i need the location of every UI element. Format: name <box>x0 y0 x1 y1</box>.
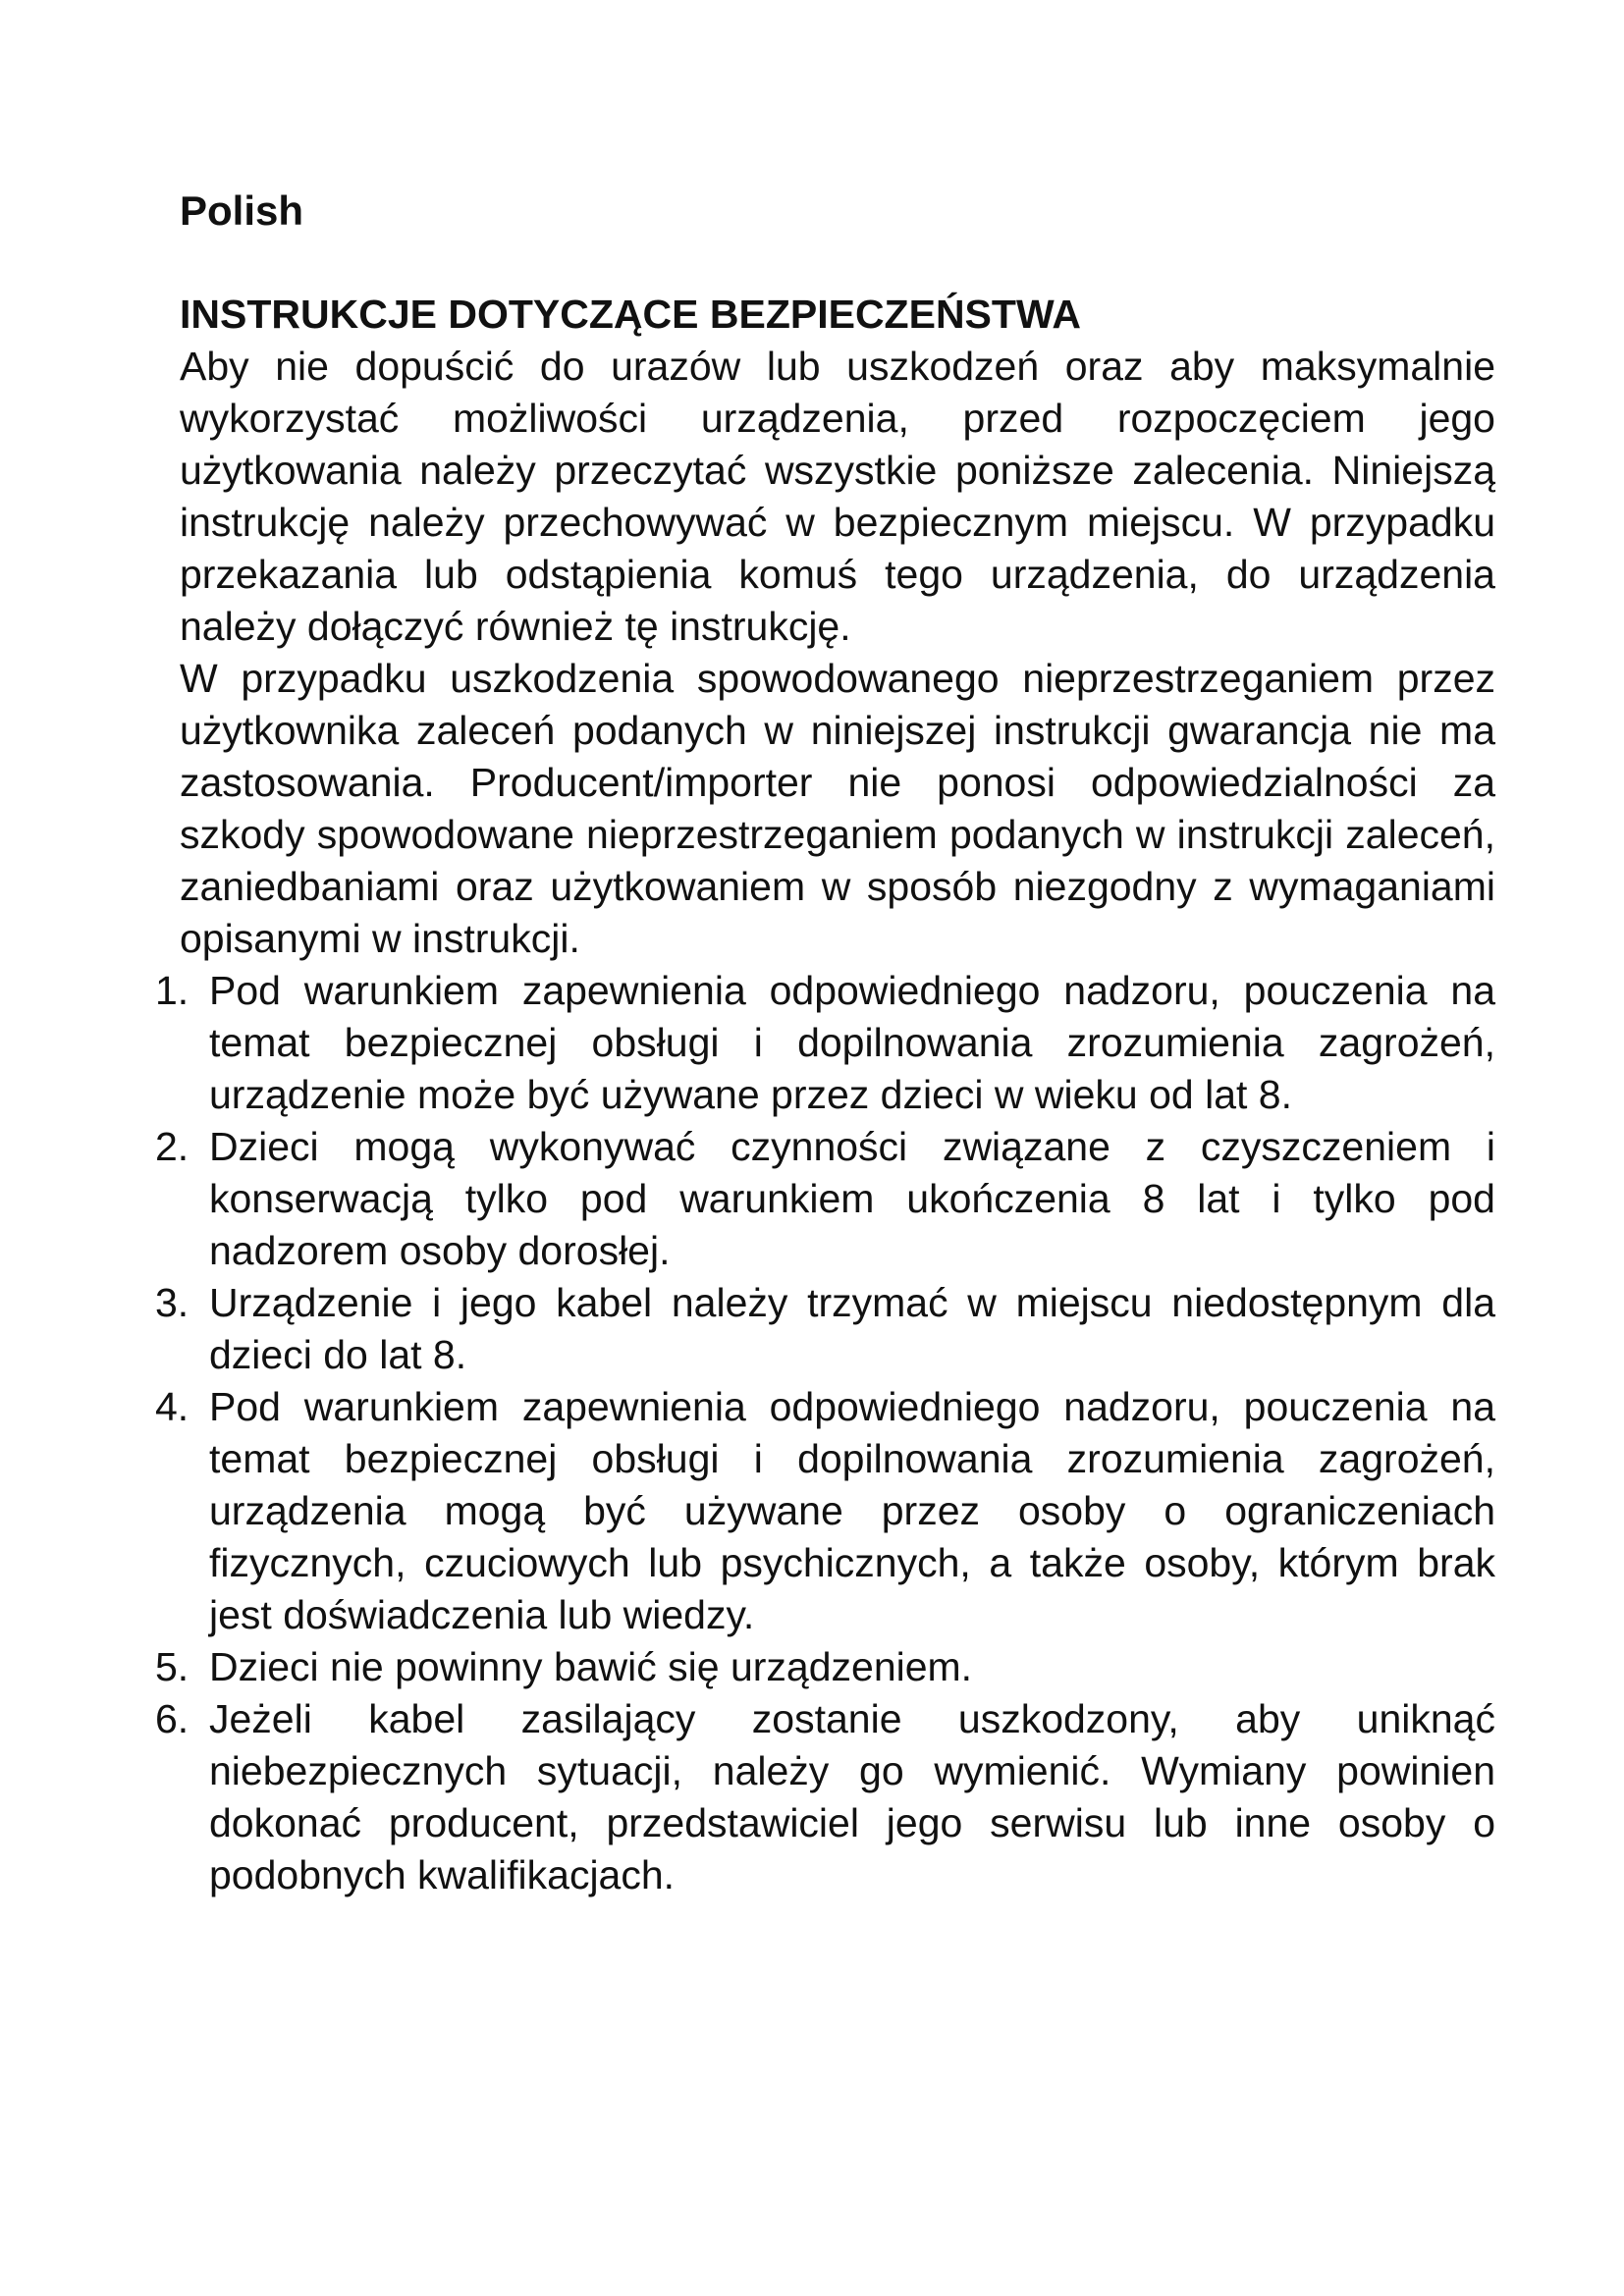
safety-heading: INSTRUKCJE DOTYCZĄCE BEZPIECZEŃSTWA <box>180 292 1081 337</box>
list-item-number: 5. <box>155 1644 189 1689</box>
list-item-number: 4. <box>155 1384 189 1429</box>
warranty-paragraph: W przypadku uszkodzenia spowodowanego nieprzestrzeganiem przez użytkownika zaleceń podanych w niniejszej instrukcji gwarancja nie ma zastosowania. Producent/importer nie ponosi odpowiedzialności za szkody spowodowane nieprzestrzeganiem podanych w instrukcji zaleceń, zaniedbaniami oraz użytkowaniem w sposób niezgodny z wymaganiami opisanymi w instrukcji. <box>180 656 1495 961</box>
list-item-number: 6. <box>155 1696 189 1741</box>
list-item-text: Urządzenie i jego kabel należy trzymać w miejscu niedostępnym dla dzieci do lat 8. <box>209 1280 1495 1377</box>
list-item-text: Pod warunkiem zapewnienia odpowiedniego nadzoru, pouczenia na temat bezpiecznej obsługi i dopilnowania zrozumienia zagrożeń, urządzenie może być używane przez dzieci w wieku od lat 8. <box>209 968 1495 1117</box>
list-item <box>155 1693 1495 1901</box>
list-item-text: Jeżeli kabel zasilający zostanie uszkodzony, aby uniknąć niebezpiecznych sytuacji, należy go wymienić. Wymiany powinien dokonać producent, przedstawiciel jego serwisu lub inne osoby o podobnych kwalifikacjach. <box>209 1696 1495 1897</box>
list-item <box>155 1121 1495 1277</box>
list-item <box>155 1381 1495 1641</box>
intro-paragraph: Aby nie dopuścić do urazów lub uszkodzeń oraz aby maksymalnie wykorzystać możliwości urządzenia, przed rozpoczęciem jego użytkowania należy przeczytać wszystkie poniższe zalecenia. Niniejszą instrukcję należy przechowywać w bezpiecznym miejscu. W przypadku przekazania lub odstąpienia komuś tego urządzenia, do urządzenia należy dołączyć również tę instrukcję. <box>180 344 1495 649</box>
list-item-number: 3. <box>155 1280 189 1325</box>
language-label: Polish <box>180 187 304 234</box>
list-item-number: 2. <box>155 1124 189 1169</box>
list-item-text: Pod warunkiem zapewnienia odpowiedniego nadzoru, pouczenia na temat bezpiecznej obsługi i dopilnowania zrozumienia zagrożeń, urządzenia mogą być używane przez osoby o ograniczeniach fizycznych, czuciowych lub psychicznych, a także osoby, którym brak jest doświadczenia lub wiedzy. <box>209 1384 1495 1637</box>
list-item <box>155 1641 1495 1693</box>
safety-list <box>155 965 1495 1901</box>
list-item-text: Dzieci nie powinny bawić się urządzeniem. <box>209 1644 973 1689</box>
list-item-number: 1. <box>155 968 189 1013</box>
list-item <box>155 1277 1495 1381</box>
list-item <box>155 965 1495 1121</box>
document-page <box>155 185 1495 1901</box>
list-item-text: Dzieci mogą wykonywać czynności związane z czyszczeniem i konserwacją tylko pod warunkiem ukończenia 8 lat i tylko pod nadzorem osoby dorosłej. <box>209 1124 1495 1273</box>
